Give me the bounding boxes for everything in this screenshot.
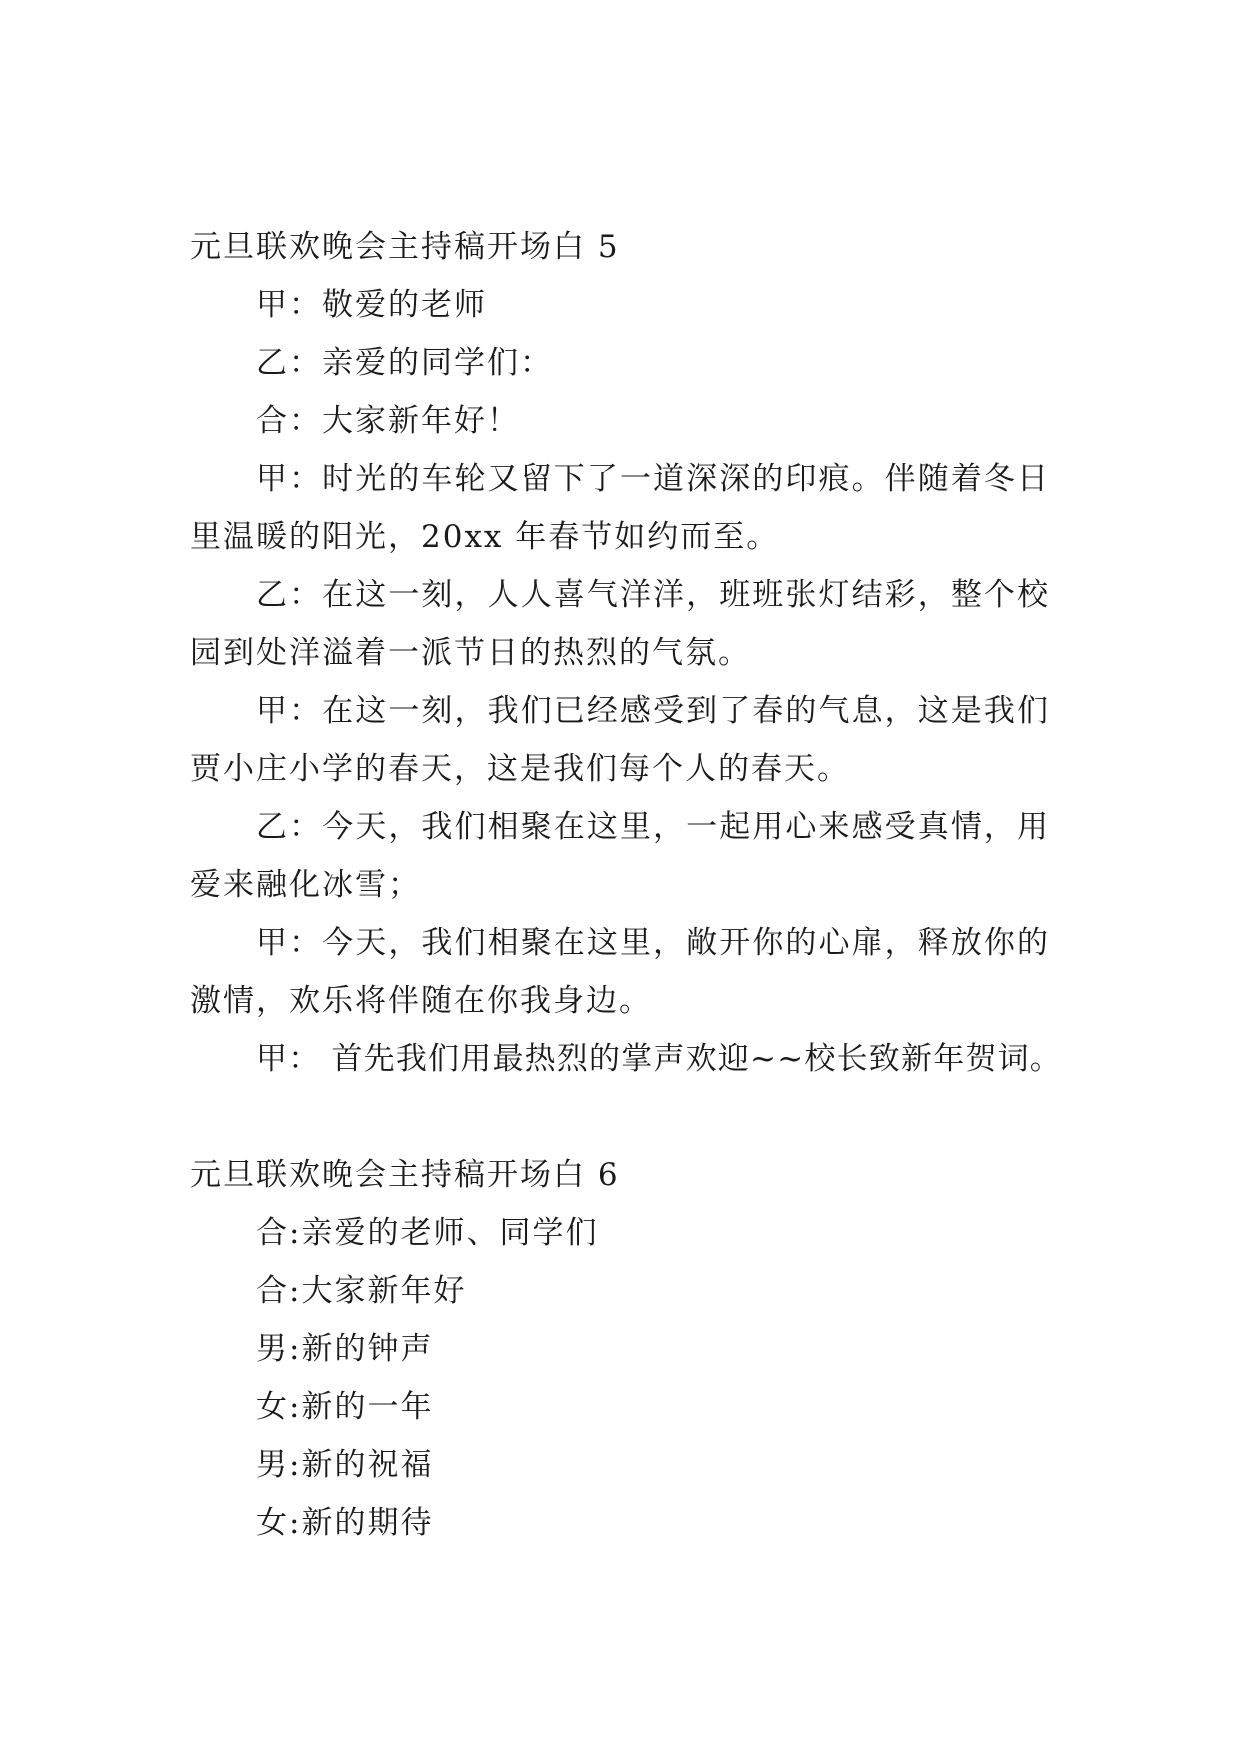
paragraph: 女:新的期待	[256, 1505, 434, 1541]
paragraph: 合:亲爱的老师、同学们	[256, 1215, 599, 1251]
paragraph: 甲：敬爱的老师	[256, 287, 487, 323]
document-content	[190, 218, 1063, 1552]
section-title-5: 元旦联欢晚会主持稿开场白 5	[190, 229, 620, 265]
paragraph: 合：大家新年好！	[256, 403, 520, 439]
paragraph: 甲： 首先我们用最热烈的掌声欢迎~~校长致新年贺词。	[256, 1041, 1063, 1077]
paragraph: 甲：今天，我们相聚在这里，敞开你的心扉，释放你的激情，欢乐将伴随在你我身边。	[190, 925, 1050, 1019]
paragraph: 女:新的一年	[256, 1389, 434, 1425]
paragraph: 乙：今天，我们相聚在这里，一起用心来感受真情，用爱来融化冰雪；	[190, 809, 1050, 903]
paragraph: 男:新的祝福	[256, 1447, 434, 1483]
section-title-6: 元旦联欢晚会主持稿开场白 6	[190, 1157, 620, 1193]
paragraph: 乙：亲爱的同学们：	[256, 345, 553, 381]
section-gap	[190, 1088, 1050, 1146]
paragraph: 乙：在这一刻，人人喜气洋洋，班班张灯结彩，整个校园到处洋溢着一派节日的热烈的气氛。	[190, 577, 1050, 671]
paragraph: 甲：时光的车轮又留下了一道深深的印痕。伴随着冬日里温暖的阳光，20xx 年春节如约而至。	[190, 461, 1050, 555]
paragraph: 男:新的钟声	[256, 1331, 434, 1367]
paragraph: 甲：在这一刻，我们已经感受到了春的气息，这是我们贾小庄小学的春天，这是我们每个人的春天。	[190, 693, 1050, 787]
paragraph: 合:大家新年好	[256, 1273, 467, 1309]
